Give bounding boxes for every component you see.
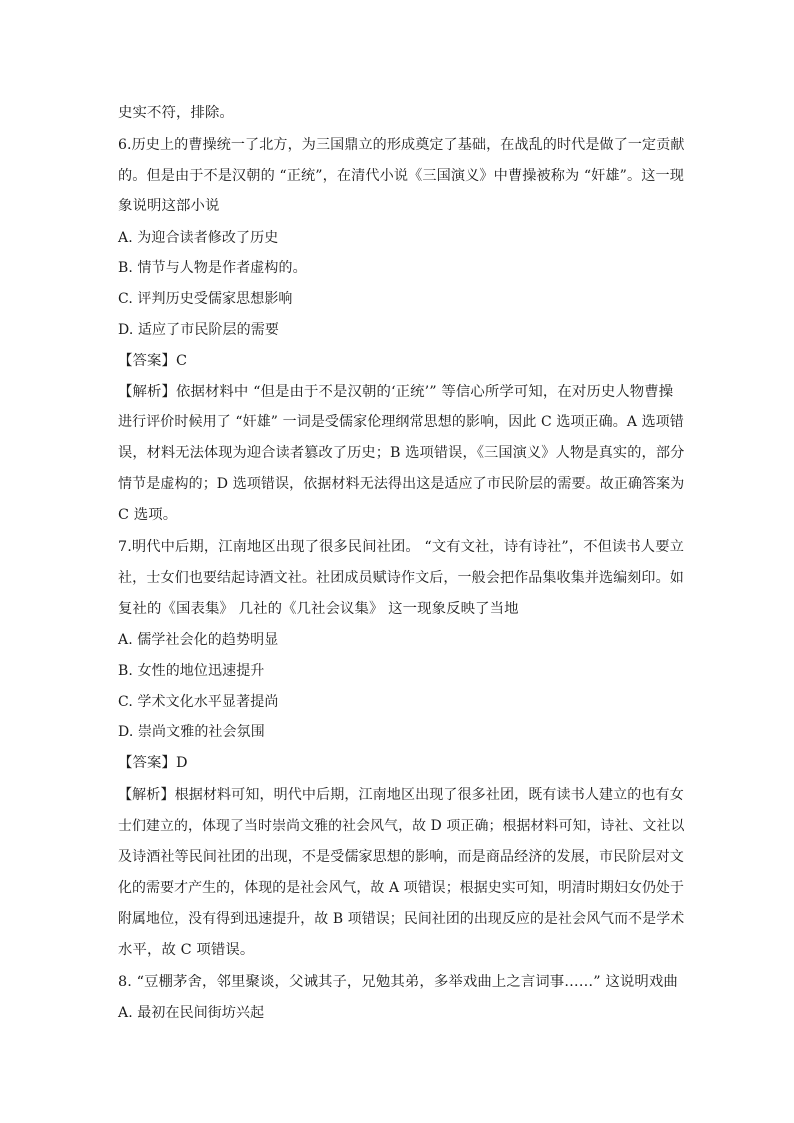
question-6-stem: 象说明这部小说 [118, 198, 220, 214]
question-7-stem: 社，士女们也要结起诗酒文社。社团成员赋诗作文后，一般会把作品集收集并选编刻印。如 [118, 570, 684, 586]
question-7-option-b: B. 女性的地位迅速提升 [118, 663, 265, 679]
question-6-analysis: 误，材料无法体现为迎合读者篡改了历史；B 选项错误，《三国演义》人物是真实的，部分 [118, 445, 685, 461]
text-line: 史实不符，排除。 [118, 105, 234, 121]
question-7-stem: 复社的《国表集》 几社的《几社会议集》 这一现象反映了当地 [118, 601, 519, 617]
question-7-analysis: 化的需要才产生的，体现的是社会风气，故 A 项错误；根据史实可知，明清时期妇女仍处于 [118, 880, 685, 896]
question-6-option-a: A. 为迎合读者修改了历史 [118, 230, 279, 246]
question-6-analysis: 情节是虚构的；D 选项错误，依据材料无法得出这是适应了市民阶层的需要。故正确答案为 [118, 476, 685, 492]
question-6-stem: 6.历史上的曹操统一了北方，为三国鼎立的形成奠定了基础，在战乱的时代是做了一定贡献 [118, 137, 685, 153]
question-6-answer: 【答案】C [118, 353, 188, 369]
question-6-analysis: 【解析】依据材料中 “但是由于不是汉朝的‘正统’” 等信心所学可知，在对历史人物曹操 [118, 384, 674, 400]
question-6-stem: 的。但是由于不是汉朝的 “正统”，在清代小说《三国演义》中曹操被称为 “奸雄”。这一现 [118, 168, 685, 184]
question-6-option-c: C. 评判历史受儒家思想影响 [118, 291, 293, 307]
question-6-option-b: B. 情节与人物是作者虚构的。 [118, 260, 307, 276]
question-7-analysis: 【解析】根据材料可知，明代中后期，江南地区出现了很多社团，既有读书人建立的也有女 [118, 787, 684, 803]
question-7-answer: 【答案】D [118, 755, 188, 771]
question-7-option-c: C. 学术文化水平显著提尚 [118, 694, 279, 710]
question-8-stem: 8. “豆棚茅舍，邻里聚谈，父诫其子，兄勉其弟，多举戏曲上之言词事……” 这说明戏曲 [118, 974, 678, 990]
question-7-stem: 7.明代中后期，江南地区出现了很多民间社团。 “文有文社，诗有诗社”，不但读书人要立 [118, 539, 684, 555]
question-7-option-a: A. 儒学社会化的趋势明显 [118, 632, 279, 648]
question-6-analysis: C 选项。 [118, 507, 178, 523]
question-7-analysis: 及诗酒社等民间社团的出现，不是受儒家思想的影响，而是商品经济的发展，市民阶层对文 [118, 849, 684, 865]
question-7-analysis: 水平，故 C 项错误。 [118, 942, 255, 958]
question-7-option-d: D. 崇尚文雅的社会氛围 [118, 724, 265, 740]
question-7-analysis: 附属地位，没有得到迅速提升，故 B 项错误；民间社团的出现反应的是社会风气而不是学术 [118, 911, 685, 927]
question-8-option-a: A. 最初在民间街坊兴起 [118, 1005, 265, 1021]
question-6-option-d: D. 适应了市民阶层的需要 [118, 322, 279, 338]
question-7-analysis: 士们建立的，体现了当时崇尚文雅的社会风气，故 D 项正确；根据材料可知，诗社、文社以 [118, 818, 685, 834]
question-6-analysis: 进行评价时候用了 “奸雄” 一词是受儒家伦理纲常思想的影响，因此 C 选项正确。A 选项错 [118, 414, 684, 430]
